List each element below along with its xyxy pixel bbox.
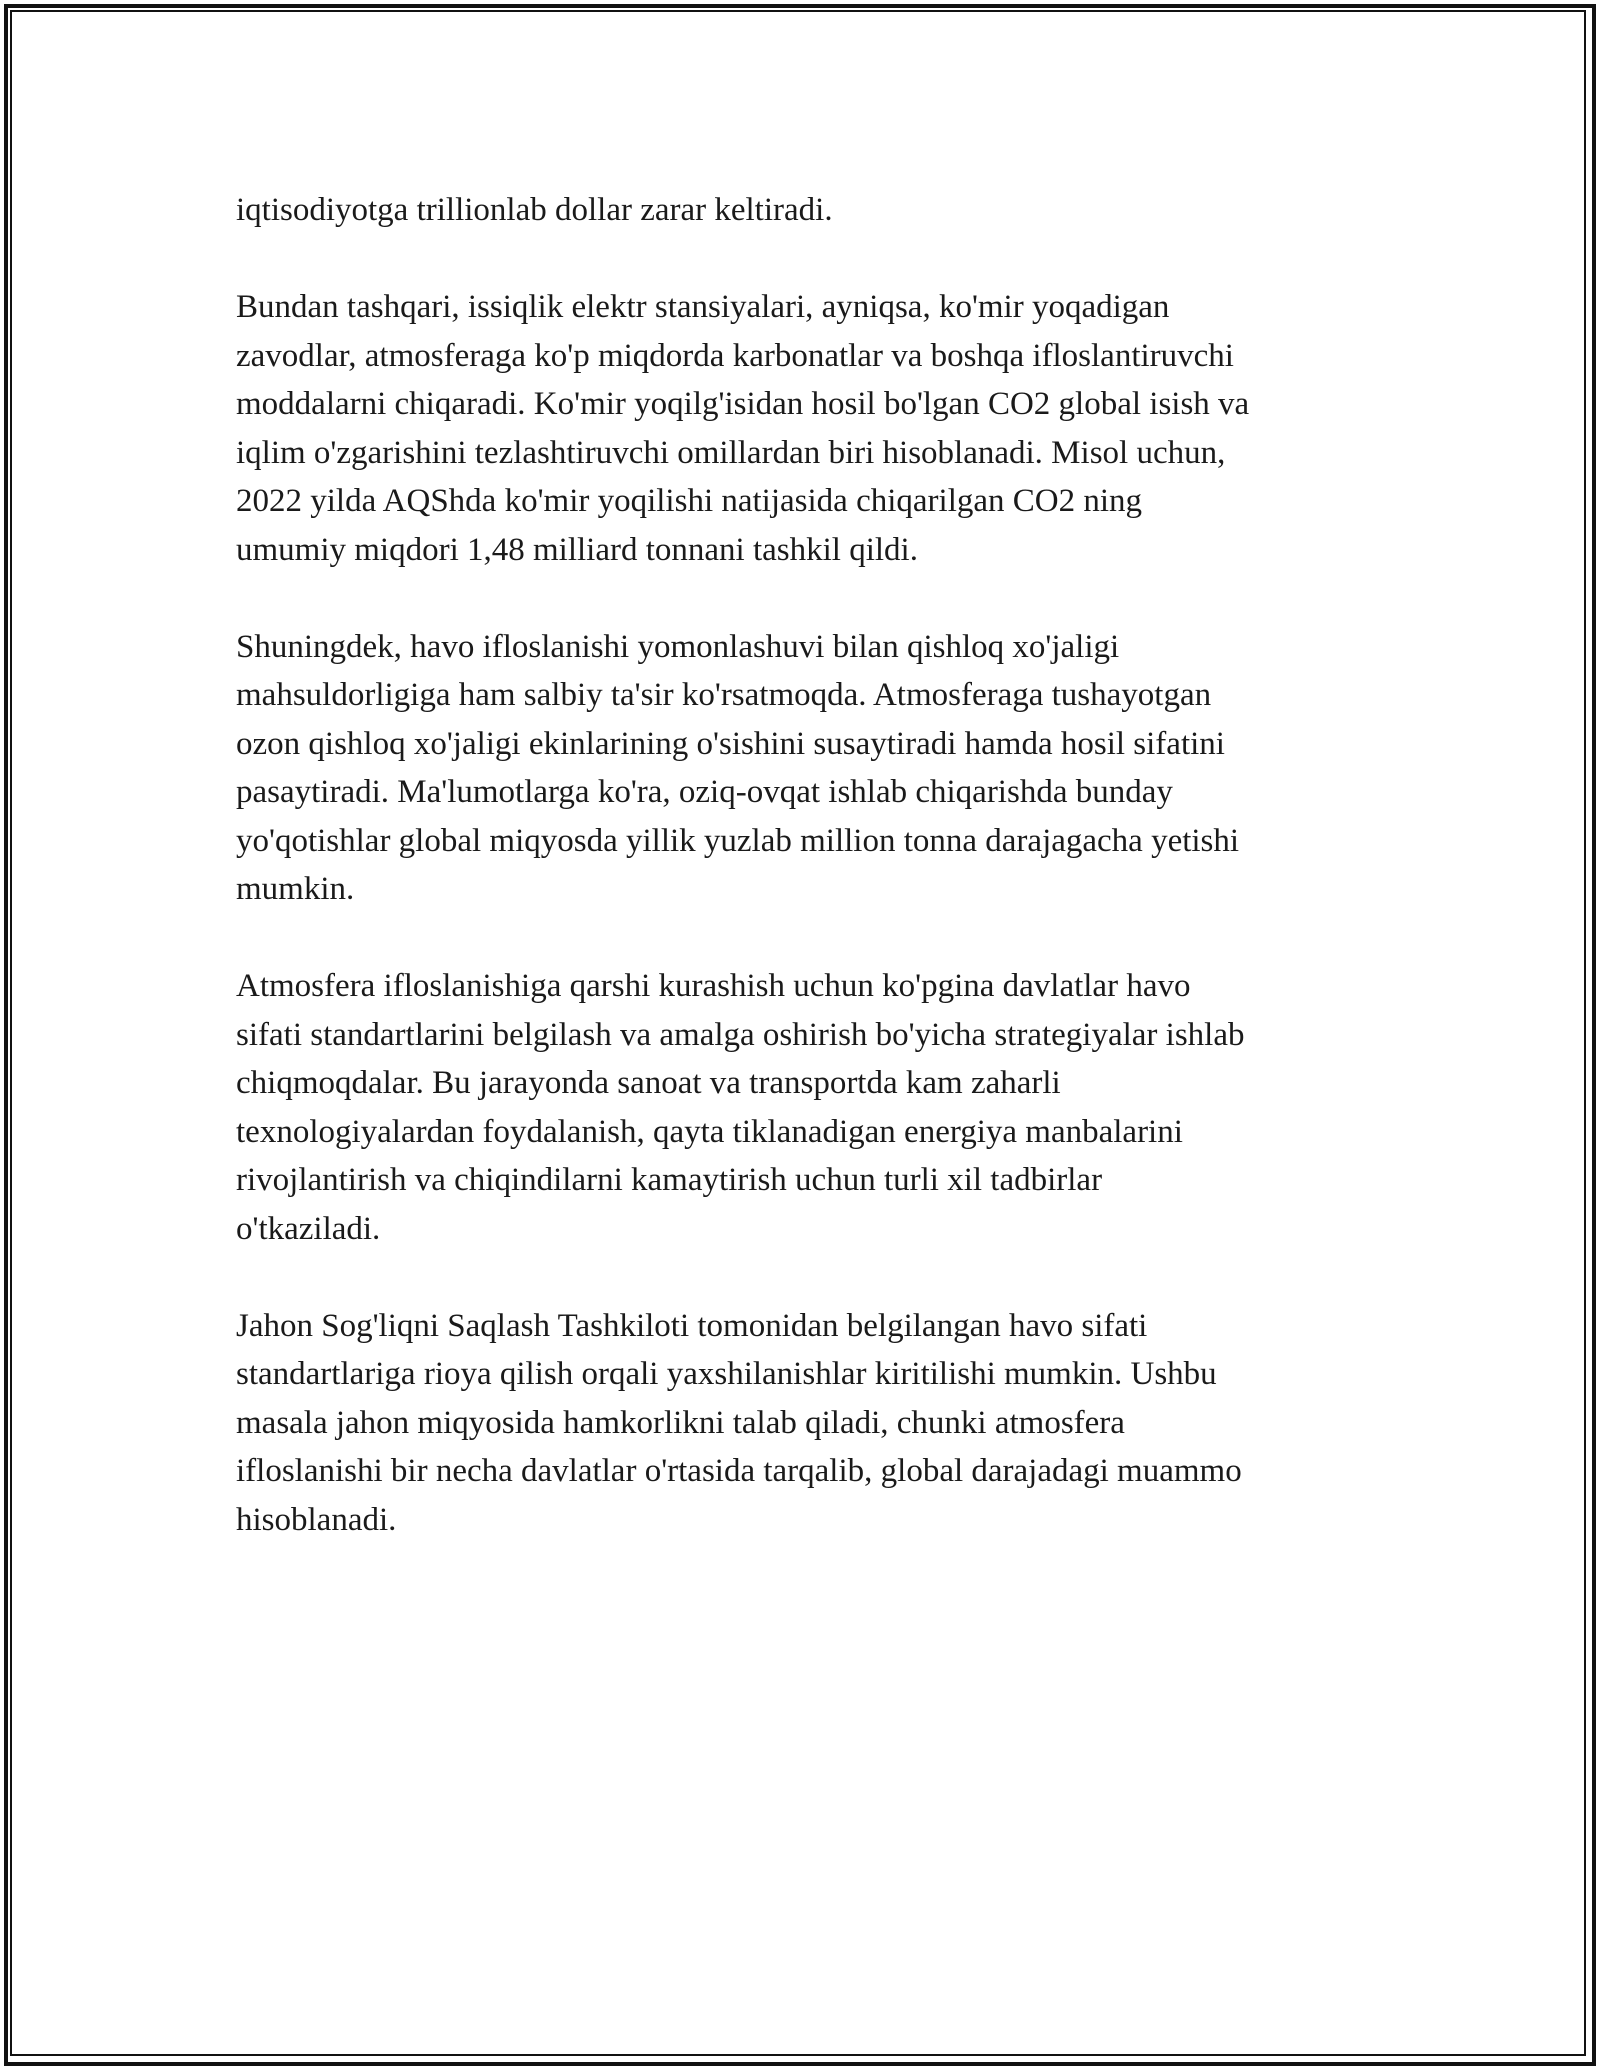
text-line: chiqmoqdalar. Bu jarayonda sanoat va transportda kam zaharli [236,1065,1061,1101]
text-line: ozon qishloq xo'jaligi ekinlarining o'sishini susaytiradi hamda hosil sifatini [236,725,1225,762]
text-line: rivojlantirish va chiqindilarni kamaytirish uchun turli xil tadbirlar [236,1162,1103,1198]
paragraph-3 [236,623,1376,914]
text-line: zavodlar, atmosferaga ko'p miqdorda karbonatlar va boshqa ifloslantiruvchi [236,337,1234,374]
text-line: hisoblanadi. [236,1501,397,1538]
paragraph-1 [236,186,1376,235]
text-line: 2022 yilda AQShda ko'mir yoqilishi natijasida chiqarilgan CO2 ning [236,483,1143,519]
document-body [236,186,1376,1593]
text-line: pasaytiradi. Ma'lumotlarga ko'ra, oziq-ovqat ishlab chiqarishda bunday [236,774,1173,810]
text-line: sifati standartlarini belgilash va amalga oshirish bo'yicha strategiyalar ishlab [236,1016,1245,1053]
text-line: moddalarni chiqaradi. Ko'mir yoqilg'isidan hosil bo'lgan CO2 global isish va [236,386,1250,422]
text-line: Atmosfera ifloslanishiga qarshi kurashish uchun ko'pgina davlatlar havo [236,968,1191,1004]
paragraph-2 [236,283,1376,574]
text-line: ifloslanishi bir necha davlatlar o'rtasida tarqalib, global darajadagi muammo [236,1453,1242,1489]
text-line: mahsuldorligiga ham salbiy ta'sir ko'rsatmoqda. Atmosferaga tushayotgan [236,677,1212,713]
text-line: iqlim o'zgarishini tezlashtiruvchi omillardan biri hisoblanadi. Misol uchun, [236,434,1226,471]
paragraph-5 [236,1302,1376,1545]
text-line: iqtisodiyotga trillionlab dollar zarar keltiradi. [236,192,833,228]
text-line: umumiy miqdori 1,48 milliard tonnani tashkil qildi. [236,531,918,568]
text-line: standartlariga rioya qilish orqali yaxshilanishlar kiritilishi mumkin. Ushbu [236,1356,1217,1392]
paragraph-4 [236,962,1376,1253]
text-line: texnologiyalardan foydalanish, qayta tiklanadigan energiya manbalarini [236,1113,1183,1150]
text-line: Shuningdek, havo ifloslanishi yomonlashuvi bilan qishloq xo'jaligi [236,628,1120,665]
text-line: Bundan tashqari, issiqlik elektr stansiyalari, ayniqsa, ko'mir yoqadigan [236,289,1170,325]
text-line: yo'qotishlar global miqyosda yillik yuzlab million tonna darajagacha yetishi [236,822,1240,859]
text-line: Jahon Sog'liqni Saqlash Tashkiloti tomonidan belgilangan havo sifati [236,1307,1148,1344]
text-line: o'tkaziladi. [236,1210,381,1247]
text-line: masala jahon miqyosida hamkorlikni talab qiladi, chunki atmosfera [236,1404,1125,1441]
text-line: mumkin. [236,871,355,907]
